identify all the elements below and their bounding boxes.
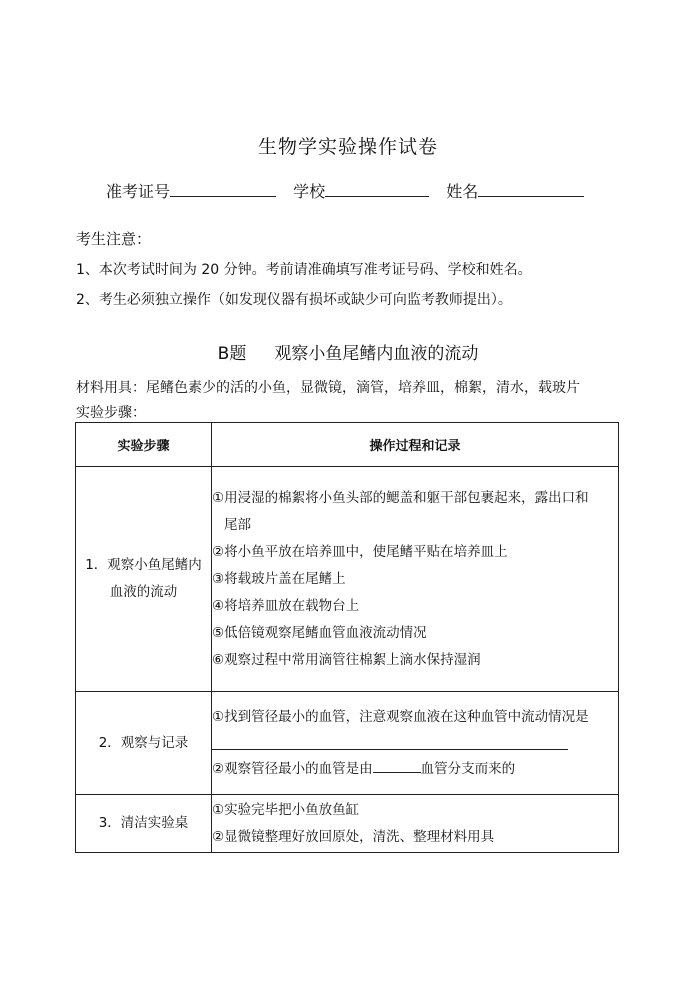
step-cell [76, 467, 212, 692]
step-cell [76, 795, 212, 853]
procedure-cell [212, 692, 619, 795]
procedure-text: 血管分支而来的 [420, 760, 516, 777]
procedure-line [212, 756, 618, 783]
question-code: B题 [217, 344, 247, 364]
school-field[interactable] [325, 181, 429, 197]
procedure-line: ④将培养皿放在载物台上 [212, 597, 360, 614]
materials-line: 材料用具：尾鳍色素少的活的小鱼，显微镜，滴管，培养皿，棉絮，清水，载玻片 [76, 380, 580, 396]
table-header: 实验步骤 [76, 423, 212, 467]
procedure-line: ⑥观察过程中常用滴管往棉絮上滴水保持湿润 [212, 651, 481, 668]
notice-heading: 考生注意： [76, 230, 152, 248]
procedure-cell [212, 795, 619, 853]
step-cell [76, 692, 212, 795]
procedure-line: ①找到管径最小的血管，注意观察血液在这种血管中流动情况是 [212, 708, 589, 725]
name-label: 姓名 [446, 182, 479, 201]
exam-number-field[interactable] [170, 181, 276, 197]
notice-item: 2、考生必须独立操作（如发现仪器有损坏或缺少可向监考教师提出）。 [76, 292, 512, 308]
table-row [76, 795, 619, 853]
page-title: 生物学实验操作试卷 [257, 136, 438, 158]
table-row [76, 467, 619, 692]
procedure-line: ①用浸湿的棉絮将小鱼头部的鳃盖和躯干部包裹起来，露出口和 [212, 489, 589, 506]
table-row [76, 692, 619, 795]
school-label: 学校 [293, 182, 326, 201]
procedure-line: ②显微镜整理好放回原处，清洗、整理材料用具 [212, 828, 495, 845]
candidate-info-line [106, 179, 596, 202]
procedure-line: 尾部 [224, 516, 251, 533]
answer-blank-flow[interactable] [212, 735, 568, 750]
procedure-line: ②将小鱼平放在培养皿中，使尾鳍平贴在培养皿上 [212, 543, 508, 560]
step-label: 血液的流动 [109, 584, 178, 600]
steps-label: 实验步骤： [76, 405, 146, 421]
experiment-table [75, 422, 619, 853]
step-label: 2．观察与记录 [98, 734, 189, 751]
exam-number-label: 准考证号 [106, 182, 171, 201]
experiment-name: 观察小鱼尾鳍内血液的流动 [274, 344, 479, 364]
procedure-line: ⑤低倍镜观察尾鳍血管血液流动情况 [212, 624, 427, 641]
procedure-line: ③将载玻片盖在尾鳍上 [212, 570, 346, 587]
experiment-title [0, 339, 696, 364]
notice-item: 1、本次考试时间为 20 分钟。考前请准确填写准考证号码、学校和姓名。 [76, 262, 532, 278]
table-header: 操作过程和记录 [212, 423, 619, 467]
procedure-cell [212, 467, 619, 692]
step-label: 3．清洁实验桌 [98, 815, 189, 831]
answer-blank-vessel[interactable] [373, 758, 421, 773]
step-label: 1．观察小鱼尾鳍内 [85, 557, 202, 573]
table-header-row [76, 423, 619, 467]
name-field[interactable] [478, 181, 584, 197]
procedure-line: ①实验完毕把小鱼放鱼缸 [212, 801, 360, 818]
procedure-text: ②观察管径最小的血管是由 [212, 760, 373, 777]
